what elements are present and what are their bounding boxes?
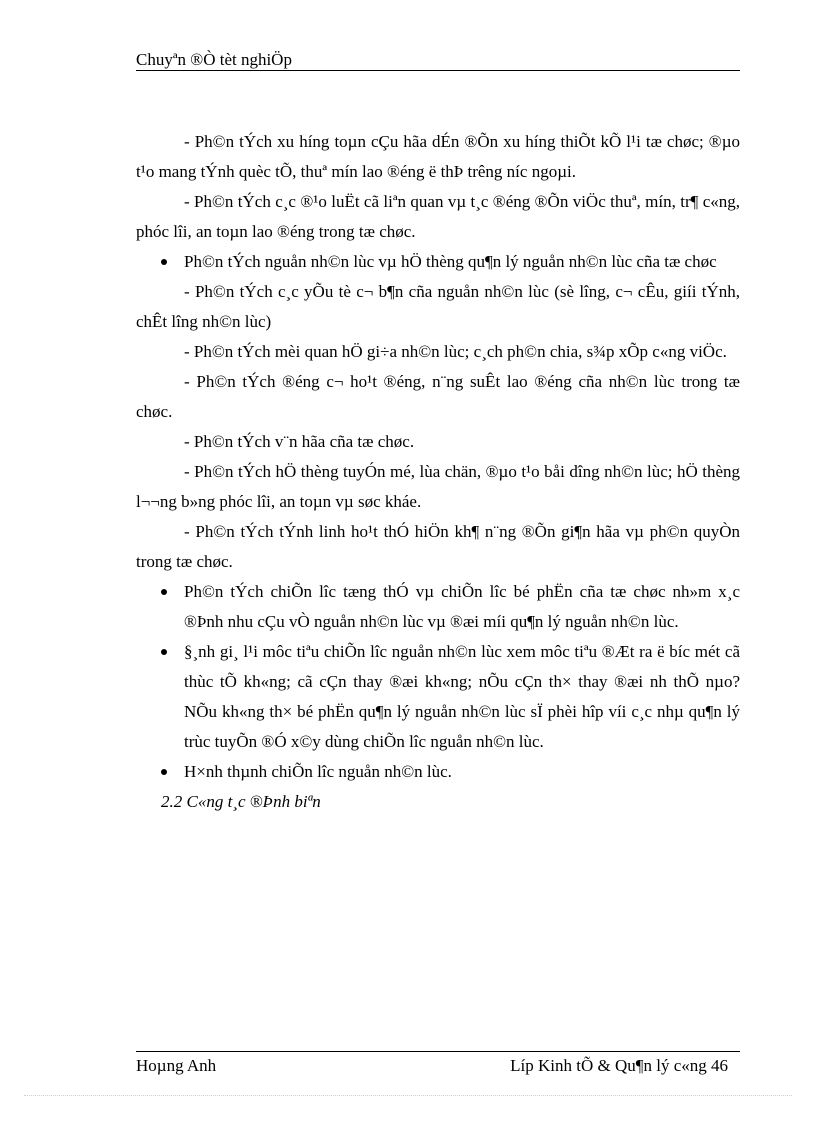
- paragraph: - Ph©n tÝch tÝnh linh ho¹t thÓ hiÖn kh¶ n¨ng ®Õn gi¶n hãa vµ ph©n quyÒn trong tæ chøc.: [136, 522, 740, 571]
- paragraph: - Ph©n tÝch c¸c yÕu tè c¬ b¶n cña nguån nh©n lùc (sè lîng, c¬ cÊu, giíi tÝnh, chÊt lîng nh©n lùc): [136, 282, 740, 331]
- paragraph: - Ph©n tÝch v¨n hãa cña tæ chøc.: [184, 432, 415, 451]
- bullet-item: [136, 577, 740, 637]
- paragraph: - Ph©n tÝch xu híng toµn cÇu hãa dÉn ®Õn xu híng thiÕt kÕ l¹i tæ chøc; ®µo t¹o mang tÝnh quèc tÕ, thuª mín lao ®éng ë thÞ trêng níc ngoµi.: [136, 132, 740, 181]
- bullet-item: [136, 247, 740, 277]
- page-footer: [136, 1051, 740, 1075]
- paragraph: - Ph©n tÝch mèi quan hÖ gi÷a nh©n lùc; c¸ch ph©n chia, s¾p xÕp c«ng viÖc.: [184, 342, 727, 361]
- bullet-text: Ph©n tÝch chiÕn lîc tæng thÓ vµ chiÕn lîc bé phËn cña tæ chøc nh»m x¸c ®Þnh nhu cÇu vÒ nguån nh©n lùc vµ ®æi míi qu¶n lý nguån nh©n lùc.: [184, 582, 740, 631]
- bullet-item: [136, 757, 740, 787]
- bullet-icon: [161, 769, 167, 775]
- page-separator: [24, 1095, 792, 1096]
- paragraph: - Ph©n tÝch hÖ thèng tuyÓn mé, lùa chän, ®µo t¹o båi dîng nh©n lùc; hÖ thèng l¬¬ng b»ng phóc lîi, an toµn vµ søc kháe.: [136, 462, 740, 511]
- bullet-list: [136, 577, 740, 787]
- bullet-text: H×nh thµnh chiÕn lîc nguån nh©n lùc.: [184, 762, 452, 781]
- bullet-list: [136, 247, 740, 277]
- bullet-text: §¸nh gi¸ l¹i môc tiªu chiÕn lîc nguån nh©n lùc xem môc tiªu ®Æt ra ë bíc mét cã thùc tÕ kh«ng; cã cÇn thay ®æi kh«ng; nÕu cÇn th× thay ®æi nh thÕ nµo? NÕu kh«ng th× bé phËn qu¶n lý nguån nh©n lùc sÏ phèi hîp víi c¸c nhµ qu¶n lý trùc tuyÕn ®Ó x©y dùng chiÕn lîc nguån nh©n lùc.: [184, 642, 740, 751]
- paragraph: - Ph©n tÝch c¸c ®¹o luËt cã liªn quan vµ t¸c ®éng ®Õn viÖc thuª, mín, tr¶ c«ng, phóc lîi, an toµn lao ®éng trong tæ chøc.: [136, 192, 740, 241]
- bullet-text: Ph©n tÝch nguån nh©n lùc vµ hÖ thèng qu¶n lý nguån nh©n lùc cña tæ chøc: [184, 252, 717, 271]
- bullet-icon: [161, 649, 167, 655]
- bullet-item: [136, 637, 740, 757]
- page-header: [136, 48, 740, 71]
- footer-class-page: Líp Kinh tÕ & Qu¶n lý c«ng 46: [510, 1056, 728, 1075]
- footer-author: Hoµng Anh: [136, 1056, 217, 1075]
- page-body: [136, 127, 740, 817]
- bullet-icon: [161, 259, 167, 265]
- paragraph: - Ph©n tÝch ®éng c¬ ho¹t ®éng, n¨ng suÊt lao ®éng cña nh©n lùc trong tæ chøc.: [136, 372, 740, 421]
- header-title: Chuyªn ®Ò tèt nghiÖp: [136, 50, 292, 69]
- section-heading: 2.2 C«ng t¸c ®Þnh biªn: [161, 792, 321, 811]
- bullet-icon: [161, 589, 167, 595]
